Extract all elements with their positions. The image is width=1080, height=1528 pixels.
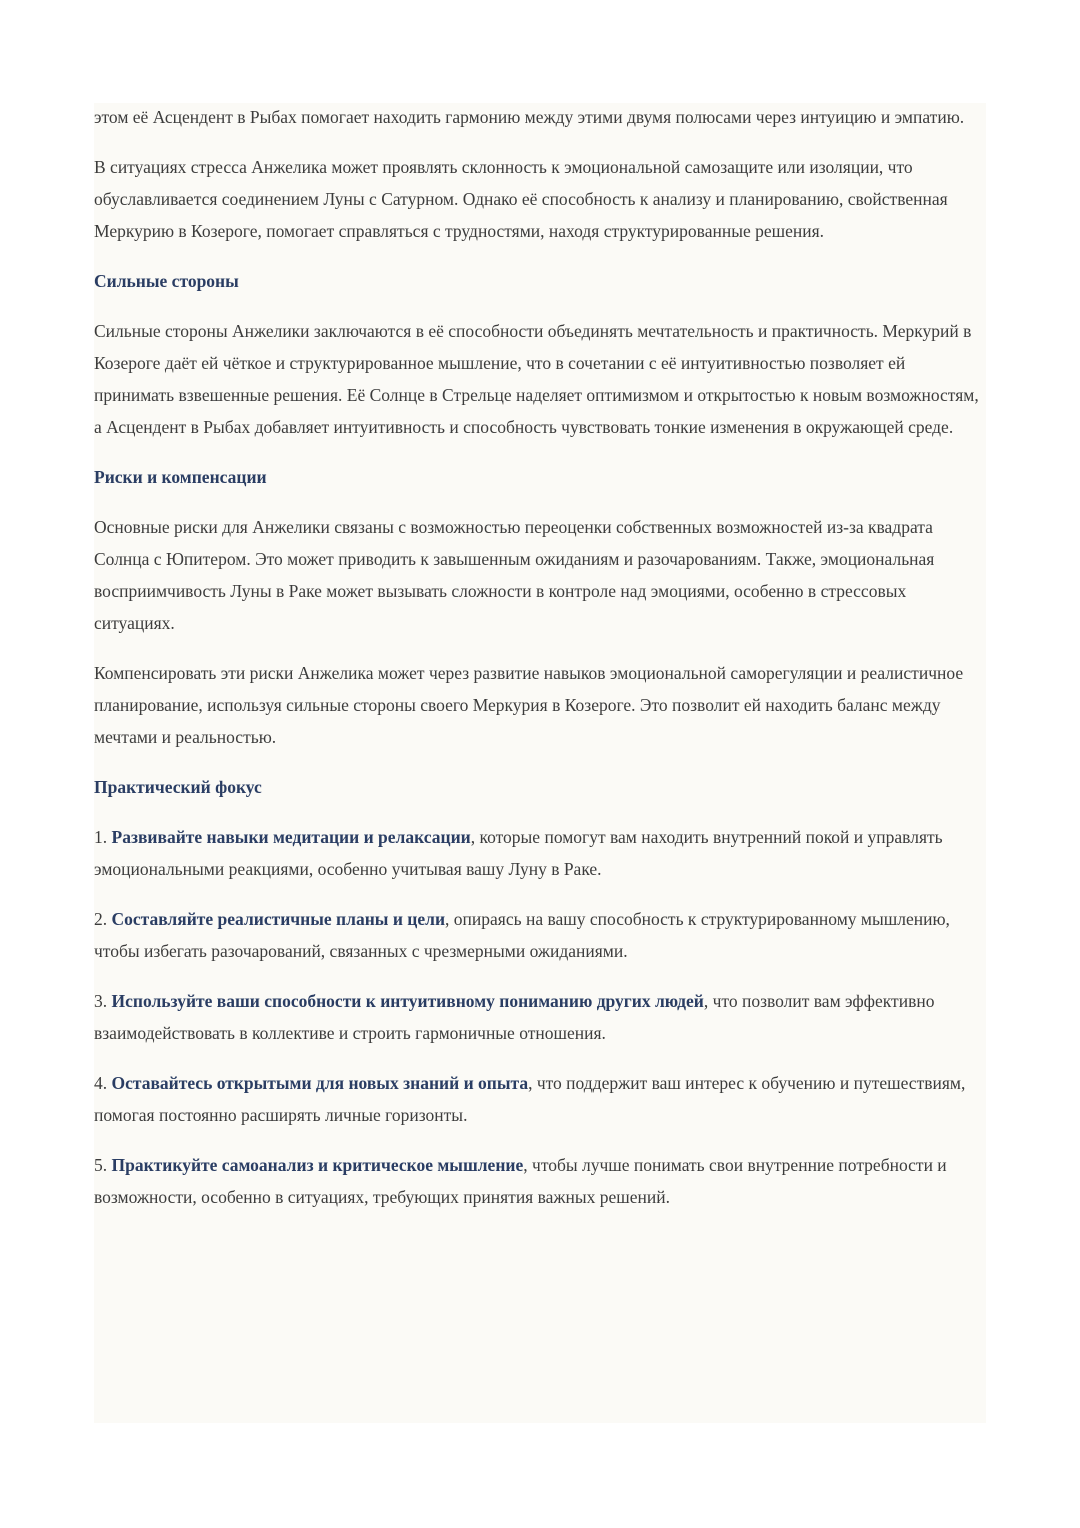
- focus-item: [94, 985, 986, 1049]
- risks-heading: Риски и компенсации: [94, 467, 267, 487]
- focus-item-title: Развивайте навыки медитации и релаксации: [111, 827, 471, 847]
- focus-item-text: , чтобы лучше понимать свои внутренние потребности и возможности, особенно в ситуациях, требующих принятия важных решений.: [94, 1155, 947, 1207]
- intro-paragraph-2: В ситуациях стресса Анжелика может проявлять склонность к эмоциональной самозащите или изоляции, что обуславливается соединением Луны с Сатурном. Однако её способность к анализу и планированию, свойственная Меркурию в Козероге, помогает справляться с трудностями, находя структурированные решения.: [94, 157, 948, 241]
- focus-item-number: 3.: [94, 991, 112, 1011]
- strengths-paragraph: Сильные стороны Анжелики заключаются в её способности объединять мечтательность и практичность. Меркурий в Козероге даёт ей чёткое и структурированное мышление, что в сочетании с её интуитивностью позволяет ей принимать взвешенные решения. Её Солнце в Стрельце наделяет оптимизмом и открытостью к новым возможностям, а Асцендент в Рыбах добавляет интуитивность и способность чувствовать тонкие изменения в окружающей среде.: [94, 321, 979, 437]
- focus-item: [94, 903, 986, 967]
- intro-paragraph-1: этом её Асцендент в Рыбах помогает находить гармонию между этими двумя полюсами через интуицию и эмпатию.: [94, 107, 965, 127]
- focus-item-text: , которые помогут вам находить внутренний покой и управлять эмоциональными реакциями, особенно учитывая вашу Луну в Раке.: [94, 827, 943, 879]
- focus-item-text: , что позволит вам эффективно взаимодействовать в коллективе и строить гармоничные отношения.: [94, 991, 935, 1043]
- focus-item-number: 1.: [94, 827, 112, 847]
- focus-item-title: Используйте ваши способности к интуитивному пониманию других людей: [111, 991, 704, 1011]
- focus-item: [94, 1149, 986, 1213]
- strengths-heading: Сильные стороны: [94, 271, 239, 291]
- document-body: [94, 101, 986, 1231]
- focus-item: [94, 1067, 986, 1131]
- risks-paragraph-1: Основные риски для Анжелики связаны с возможностью переоценки собственных возможностей из-за квадрата Солнца с Юпитером. Это может приводить к завышенным ожиданиям и разочарованиям. Также, эмоциональная восприимчивость Луны в Раке может вызывать сложности в контроле над эмоциями, особенно в стрессовых ситуациях.: [94, 517, 935, 633]
- risks-paragraph-2: Компенсировать эти риски Анжелика может через развитие навыков эмоциональной саморегуляции и реалистичное планирование, используя сильные стороны своего Меркурия в Козероге. Это позволит ей находить баланс между мечтами и реальностью.: [94, 663, 964, 747]
- focus-heading: Практический фокус: [94, 777, 262, 797]
- focus-item-number: 5.: [94, 1155, 112, 1175]
- focus-item-text: , опираясь на вашу способность к структурированному мышлению, чтобы избегать разочарований, связанных с чрезмерными ожиданиями.: [94, 909, 950, 961]
- focus-item-number: 2.: [94, 909, 112, 929]
- focus-item-text: , что поддержит ваш интерес к обучению и путешествиям, помогая постоянно расширять личные горизонты.: [94, 1073, 966, 1125]
- focus-item-title: Практикуйте самоанализ и критическое мышление: [111, 1155, 524, 1175]
- focus-item-title: Составляйте реалистичные планы и цели: [111, 909, 446, 929]
- focus-item-title: Оставайтесь открытыми для новых знаний и опыта: [111, 1073, 529, 1093]
- focus-item: [94, 821, 986, 885]
- focus-item-number: 4.: [94, 1073, 112, 1093]
